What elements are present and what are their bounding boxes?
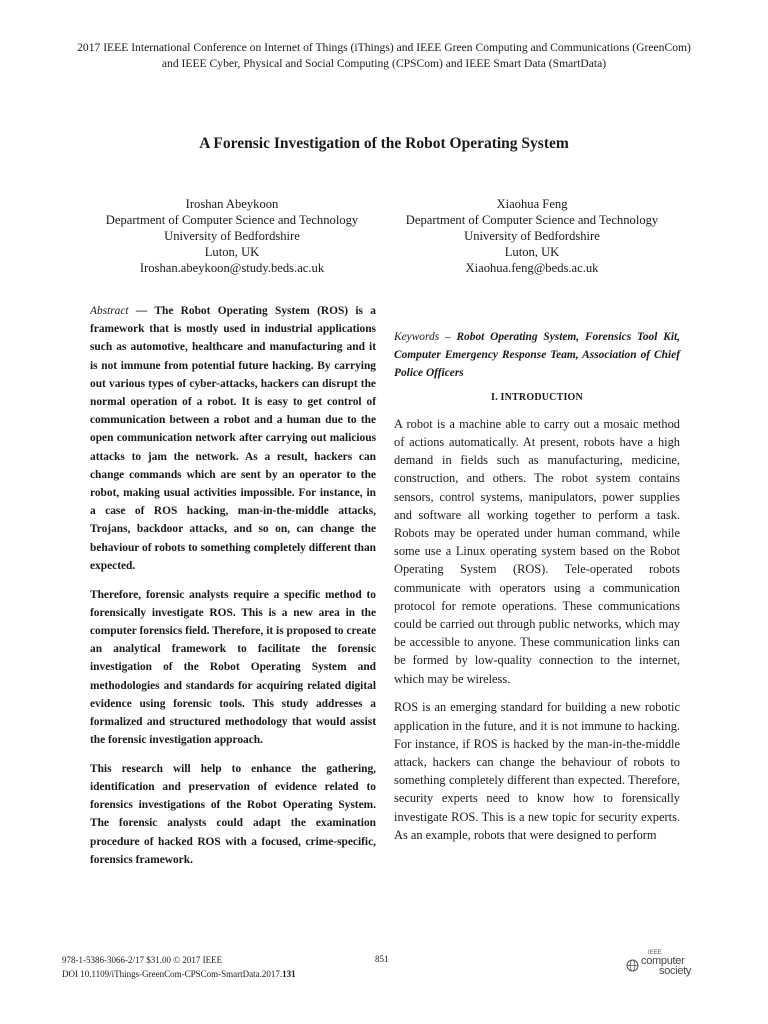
logo-society-text: society [659, 965, 692, 977]
author-email: Iroshan.abeykoon@study.beds.ac.uk [139, 261, 325, 275]
author-university: University of Bedfordshire [464, 229, 600, 243]
right-column [394, 328, 680, 854]
keywords [394, 328, 680, 383]
logo-ieee-text: IEEE [648, 950, 662, 956]
section-heading-introduction: I. INTRODUCTION [491, 391, 583, 403]
paper-title: A Forensic Investigation of the Robot Operating System [199, 135, 569, 152]
author-city: Luton, UK [504, 245, 560, 259]
keywords-text: Robot Operating System, Forensics Tool Kit, Computer Emergency Response Team, Association of Chief Police Officers [394, 331, 680, 380]
abstract-column [90, 302, 376, 880]
intro-paragraph-2: ROS is an emerging standard for building a new robotic application in the future, and it is not immune to hacking. For instance, if ROS is hacked by the man-in-the-middle attack, hackers can change the behaviour of robots to something completely different than expected. Therefore, security experts need to know how to forensically investigate ROS. This is a new topic for security experts. As an example, robots that were designed to perform [394, 700, 680, 842]
intro-paragraph-1: A robot is a machine able to carry out a mosaic method of actions automatically. At present, robots have a high demand in fields such as manufacturing, medicine, construction, and others. The robot system contains sensors, control systems, manipulators, power supplies and software all working together to perform a task. Robots may be operated under human command, while some use a Linux operating system based on the Robot Operating System (ROS). Tele-operated robots communicate with operators using a communication protocol for remote operations. These communications could be carried out through public networks, which may be accessible to anyone. These communication links can be formed by low-quality connection to the internet, which may be wireless. [394, 416, 680, 686]
author-block-2 [382, 196, 682, 276]
author-department: Department of Computer Science and Technology [405, 213, 659, 227]
footer-doi [62, 967, 382, 981]
footer-metadata [62, 953, 382, 981]
abstract-dash: — [128, 305, 155, 317]
conference-header-line1: 2017 IEEE International Conference on Internet of Things (iThings) and IEEE Green Computing and Communications (GreenCom) [77, 41, 691, 54]
conference-header-line2: and IEEE Cyber, Physical and Social Computing (CPSCom) and IEEE Smart Data (SmartData) [161, 57, 607, 70]
globe-icon [626, 959, 639, 972]
abstract-paragraph-2: Therefore, forensic analysts require a specific method to forensically investigate ROS. This is a new area in the computer forensics field. Therefore, it is proposed to create an analytical framework to facilitate the forensic investigation of the Robot Operating System and methodologies and standards for acquiring related digital evidence using forensic tools. This study addresses a formalized and structured methodology that would assist the forensic investigation approach. [90, 588, 376, 747]
logo-computer-text: computer [641, 955, 685, 967]
author-university: University of Bedfordshire [164, 229, 300, 243]
abstract-text-1: The Robot Operating System (ROS) is a framework that is mostly used in industrial applications such as automotive, healthcare and manufacturing and it is not immune from potential future hacking. By carrying out various types of cyber-attacks, hackers can disrupt the normal operation of a robot. It is easy to get control of communication between a robot and a human due to the open communication network after carrying out malicious attacks to jam the network. As a result, hackers can change commands which are sent by an operator to the robot, making usual activities impossible. For instance, in a case of ROS hacking, man-in-the-middle attacks, Trojans, backdoor attacks, and so on, can change the behaviour of robots to something completely different than expected. [90, 305, 376, 572]
ieee-computer-society-logo [626, 950, 706, 982]
abstract-paragraph-3: This research will help to enhance the gathering, identification and preservation of evidence related to forensics investigations of the Robot Operating System. The forensic analysts could adapt the examination procedure of hacked ROS with a focused, crime-specific, forensics framework. [90, 762, 376, 866]
footer-doi-number: 131 [282, 969, 296, 979]
author-name: Iroshan Abeykoon [185, 197, 279, 211]
footer-isbn: 978-1-5386-3066-2/17 $31.00 © 2017 IEEE [62, 955, 223, 965]
footer-doi-prefix: DOI 10.1109/iThings-GreenCom-CPSCom-SmartData.2017. [62, 969, 283, 979]
conference-header [20, 40, 748, 72]
keywords-label: Keywords – [394, 331, 457, 343]
author-city: Luton, UK [204, 245, 260, 259]
author-block-1 [82, 196, 382, 276]
abstract-paragraph-1 [90, 302, 376, 575]
abstract-label: Abstract [90, 305, 129, 317]
author-email: Xiaohua.feng@beds.ac.uk [465, 261, 599, 275]
author-department: Department of Computer Science and Technology [105, 213, 359, 227]
page-number: 851 [375, 954, 389, 964]
author-name: Xiaohua Feng [496, 197, 568, 211]
